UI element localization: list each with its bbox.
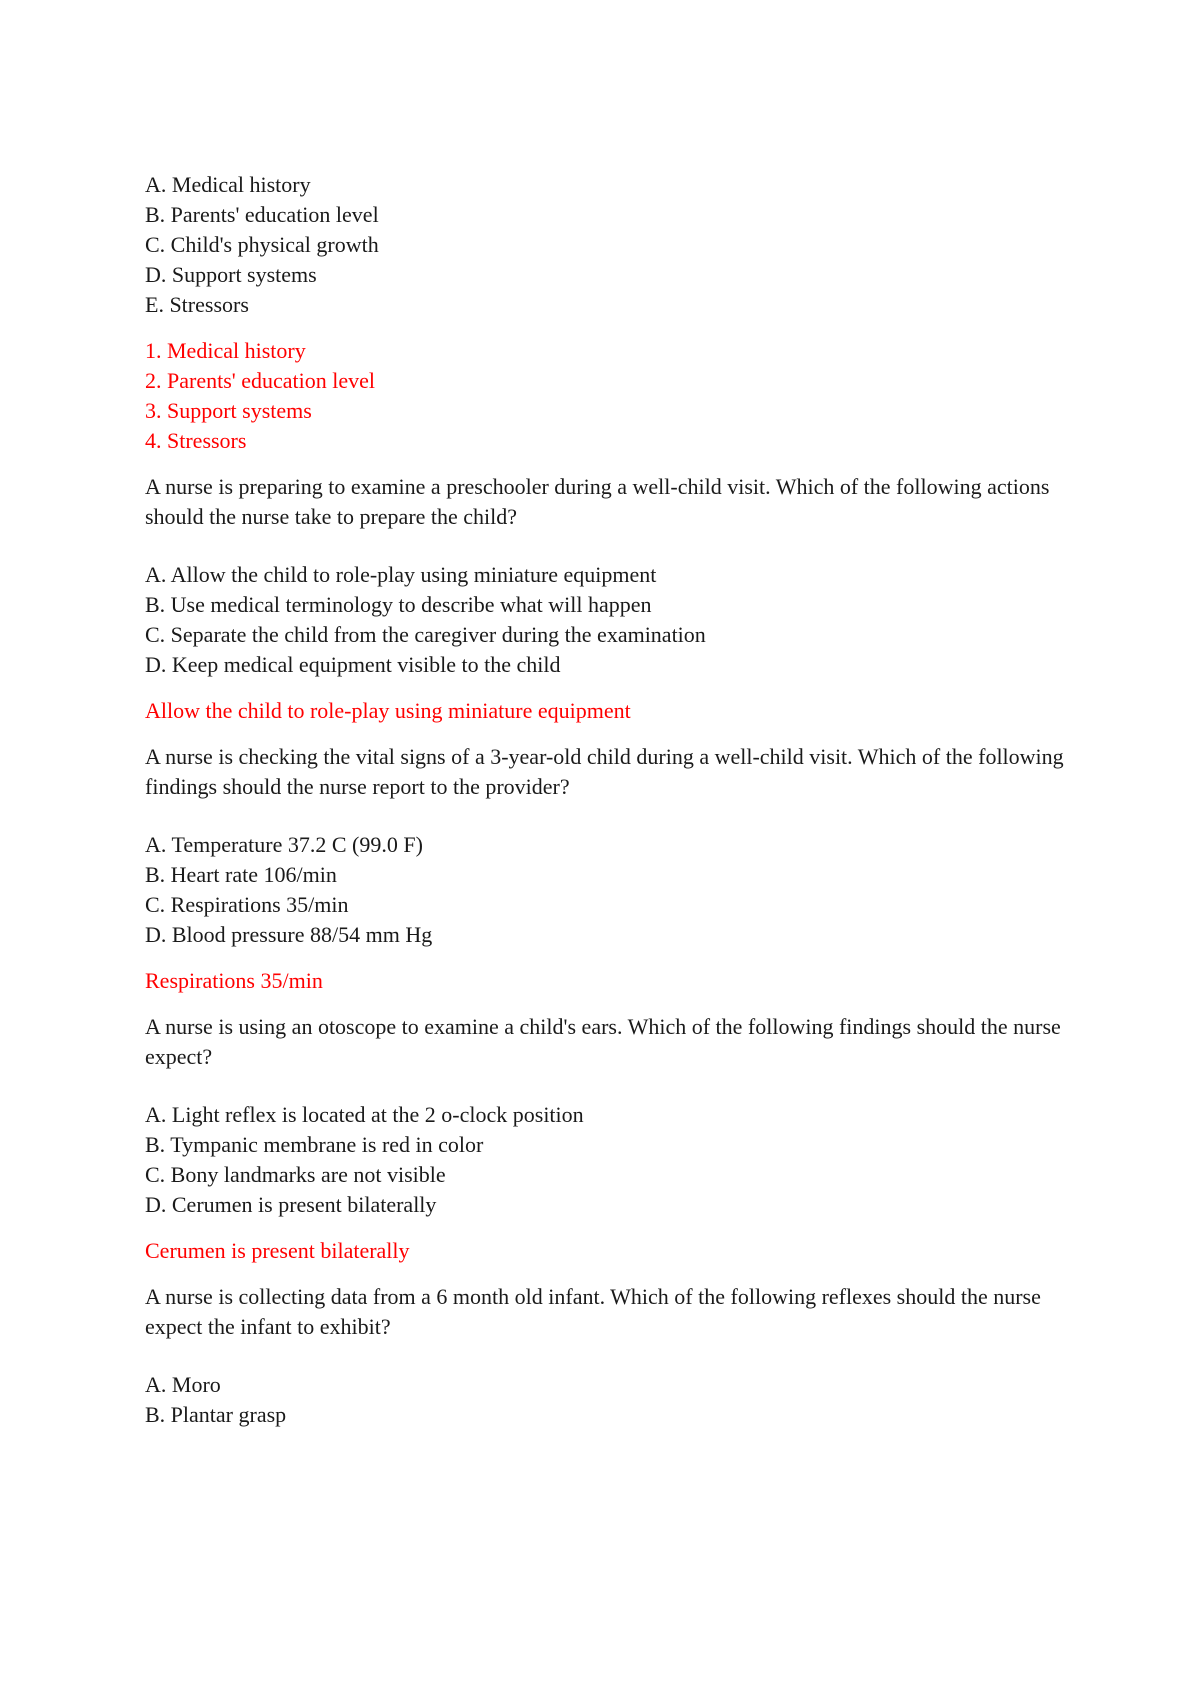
question-5-options: [145, 1370, 1075, 1430]
option-b: B. Plantar grasp: [145, 1402, 287, 1427]
question-3-answer: Respirations 35/min: [145, 968, 323, 993]
option-d: D. Cerumen is present bilaterally: [145, 1192, 437, 1217]
option-b: B. Parents' education level: [145, 202, 379, 227]
option-b: B. Tympanic membrane is red in color: [145, 1132, 484, 1157]
option-e: E. Stressors: [145, 292, 249, 317]
answer-3: 3. Support systems: [145, 398, 312, 423]
option-c: C. Respirations 35/min: [145, 892, 349, 917]
question-2-text: A nurse is preparing to examine a preschooler during a well-child visit. Which of the following actions should the nurse take to prepare the child?: [145, 474, 1050, 529]
question-3-text: A nurse is checking the vital signs of a 3-year-old child during a well-child visit. Which of the following findings should the nurse report to the provider?: [145, 744, 1064, 799]
question-4-options: [145, 1100, 1075, 1220]
question-1-answers: [145, 336, 1075, 456]
question-2-answer: Allow the child to role-play using miniature equipment: [145, 698, 631, 723]
page-content: [145, 170, 1075, 1430]
question-4-answer: Cerumen is present bilaterally: [145, 1238, 410, 1263]
option-b: B. Use medical terminology to describe what will happen: [145, 592, 652, 617]
answer-4: 4. Stressors: [145, 428, 247, 453]
answer-1: 1. Medical history: [145, 338, 306, 363]
question-4-text: A nurse is using an otoscope to examine a child's ears. Which of the following findings should the nurse expect?: [145, 1014, 1061, 1069]
option-c: C. Bony landmarks are not visible: [145, 1162, 446, 1187]
option-a: A. Medical history: [145, 172, 311, 197]
question-5-text: A nurse is collecting data from a 6 month old infant. Which of the following reflexes should the nurse expect the infant to exhibit?: [145, 1284, 1041, 1339]
option-c: C. Child's physical growth: [145, 232, 379, 257]
answer-2: 2. Parents' education level: [145, 368, 376, 393]
question-2-options: [145, 560, 1075, 680]
option-b: B. Heart rate 106/min: [145, 862, 337, 887]
question-1-options: [145, 170, 1075, 320]
option-a: A. Light reflex is located at the 2 o-clock position: [145, 1102, 584, 1127]
option-d: D. Keep medical equipment visible to the child: [145, 652, 561, 677]
option-a: A. Moro: [145, 1372, 221, 1397]
question-3-options: [145, 830, 1075, 950]
option-a: A. Temperature 37.2 C (99.0 F): [145, 832, 423, 857]
option-c: C. Separate the child from the caregiver during the examination: [145, 622, 706, 647]
option-a: A. Allow the child to role-play using miniature equipment: [145, 562, 657, 587]
option-d: D. Support systems: [145, 262, 317, 287]
option-d: D. Blood pressure 88/54 mm Hg: [145, 922, 433, 947]
